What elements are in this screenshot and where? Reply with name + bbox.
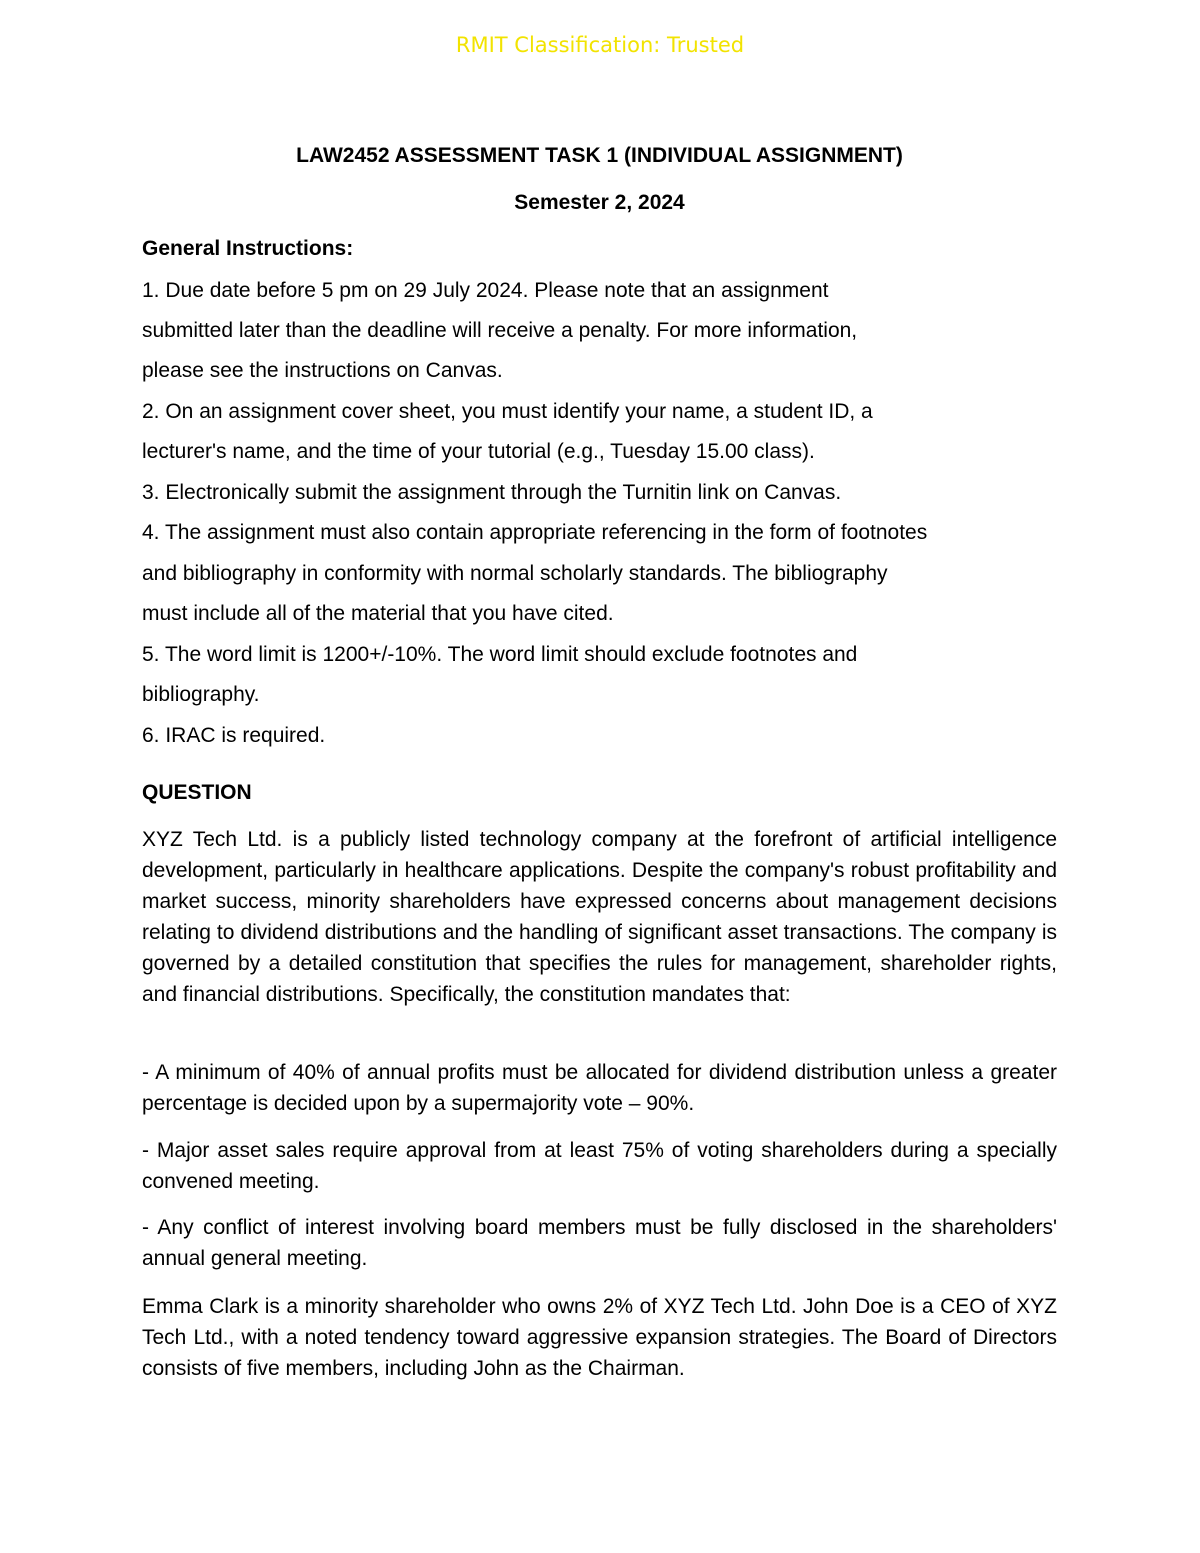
instruction-line: 2. On an assignment cover sheet, you must identify your name, a student ID, a (142, 400, 873, 423)
instruction-line: bibliography. (142, 683, 260, 706)
question-paragraph: XYZ Tech Ltd. is a publicly listed technology company at the forefront of artificial intelligence development, particularly in healthcare applications. Despite the company's robust profitability and market success, minority shareholders have expressed concerns about management decisions relating to dividend distributions and the handling of significant asset transactions. The company is governed by a detailed constitution that specifies the rules for management, shareholder rights, and financial distributions. Specifically, the constitution mandates that: (142, 828, 1057, 1006)
instruction-line: submitted later than the deadline will receive a penalty. For more information, (142, 319, 858, 342)
instruction-line: must include all of the material that you have cited. (142, 602, 614, 625)
document-subtitle: Semester 2, 2024 (514, 191, 685, 214)
instruction-line: 6. IRAC is required. (142, 724, 326, 747)
constitution-rule: - Any conflict of interest involving board members must be fully disclosed in the shareholders' annual general meeting. (142, 1216, 1057, 1270)
instructions-heading: General Instructions: (142, 237, 354, 260)
constitution-rule: - Major asset sales require approval from at least 75% of voting shareholders during a specially convened meeting. (142, 1139, 1057, 1193)
instruction-line: please see the instructions on Canvas. (142, 359, 503, 382)
instruction-line: lecturer's name, and the time of your tutorial (e.g., Tuesday 15.00 class). (142, 440, 815, 463)
constitution-rule: - A minimum of 40% of annual profits must be allocated for dividend distribution unless a greater percentage is decided upon by a supermajority vote – 90%. (142, 1061, 1057, 1115)
instruction-line: 1. Due date before 5 pm on 29 July 2024. Please note that an assignment (142, 279, 829, 302)
question-heading: QUESTION (142, 781, 252, 804)
classification-label: RMIT Classification: Trusted (455, 33, 745, 57)
instruction-line: 3. Electronically submit the assignment through the Turnitin link on Canvas. (142, 481, 842, 504)
instruction-line: 4. The assignment must also contain appropriate referencing in the form of footnotes (142, 521, 928, 544)
instruction-line: 5. The word limit is 1200+/-10%. The word limit should exclude footnotes and (142, 643, 858, 666)
document-title: LAW2452 ASSESSMENT TASK 1 (INDIVIDUAL ASSIGNMENT) (296, 144, 903, 167)
instruction-line: and bibliography in conformity with normal scholarly standards. The bibliography (142, 562, 888, 585)
question-paragraph: Emma Clark is a minority shareholder who owns 2% of XYZ Tech Ltd. John Doe is a CEO of XYZ Tech Ltd., with a noted tendency toward aggressive expansion strategies. The Board of Directors consists of five members, including John as the Chairman. (142, 1295, 1057, 1380)
